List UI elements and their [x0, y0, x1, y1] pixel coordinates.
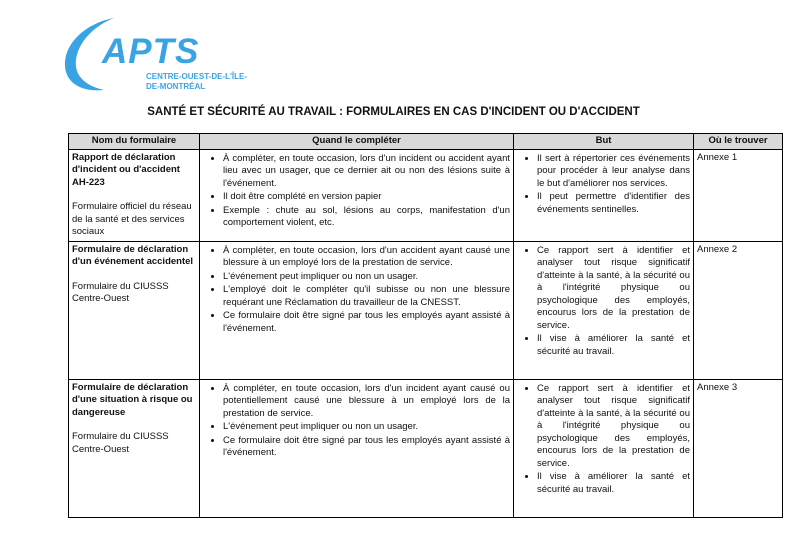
goal-cell [514, 149, 694, 241]
list-item: • L'employé doit le compléter qu'il subisse ou non une blessure requérant une Réclamation du travailleur de la CNESST. [223, 283, 510, 309]
logo-subtitle-line2: DE-MONTRÉAL [146, 82, 206, 91]
header-when: Quand le compléter [200, 134, 514, 150]
list-item: • Ce formulaire doit être signé par tous les employés ayant assisté à l'événement. [223, 309, 510, 335]
list-item: • Ce rapport sert à identifier et analyser tout risque significatif d'atteinte à la santé, à la sécurité ou à l'intégrité physique ou psychologique des employés, encourus lors de la prestation de service. [537, 382, 690, 471]
form-source: Formulaire du CIUSSS Centre-Ouest [72, 280, 169, 304]
list-item: • À compléter, en toute occasion, lors d'un incident ou accident ayant lieu avec un usager, que ce dernier ait ou non des lésions suite à l'événement. [223, 152, 510, 191]
list-item: • À compléter, en toute occasion, lors d'un incident ayant causé ou potentiellement causé une blessure à un employé lors de la prestation de service. [223, 382, 510, 421]
logo-subtitle-line1: CENTRE-OUEST-DE-L'ÎLE- [146, 72, 248, 81]
header-goal: But [514, 134, 694, 150]
when-cell [200, 379, 514, 517]
form-name: Formulaire de déclaration d'un événement accidentel [72, 243, 194, 267]
logo-subtitle [146, 72, 247, 92]
list-item: • Il vise à améliorer la santé et sécurité au travail. [537, 470, 690, 496]
form-name-cell [69, 379, 200, 517]
header-form-name: Nom du formulaire [69, 134, 200, 150]
list-item: • L'événement peut impliquer ou non un usager. [223, 420, 510, 434]
list-item: • Ce formulaire doit être signé par tous les employés ayant assisté à l'événement. [223, 434, 510, 460]
form-source: Formulaire officiel du réseau de la santé et des services sociaux [72, 201, 192, 237]
list-item: • L'événement peut impliquer ou non un usager. [223, 270, 510, 284]
forms-table [68, 133, 783, 518]
form-name: Rapport de déclaration d'incident ou d'accident AH-223 [72, 151, 180, 188]
list-item: • Il vise à améliorer la santé et sécurité au travail. [537, 332, 690, 358]
list-item: • Exemple : chute au sol, lésions au corps, manifestation d'un comportement violent, etc. [223, 204, 510, 230]
logo-name: APTS [102, 32, 200, 71]
when-cell [200, 241, 514, 379]
where-cell: Annexe 3 [694, 379, 783, 517]
form-name-cell [69, 149, 200, 241]
list-item: • Il peut permettre d'identifier des événements sentinelles. [537, 190, 690, 216]
when-cell [200, 149, 514, 241]
goal-cell [514, 379, 694, 517]
table-row [69, 241, 783, 379]
list-item: • Il doit être complété en version papier [223, 190, 510, 204]
header-where: Où le trouver [694, 134, 783, 150]
goal-cell [514, 241, 694, 379]
form-name-cell [69, 241, 200, 379]
apts-logo [52, 6, 252, 96]
table-header-row [69, 134, 783, 150]
list-item: • Il sert à répertorier ces événements pour procéder à leur analyse dans le but d'améliorer nos services. [537, 152, 690, 191]
where-cell: Annexe 2 [694, 241, 783, 379]
table-row [69, 149, 783, 241]
table-row [69, 379, 783, 517]
document-title: SANTÉ ET SÉCURITÉ AU TRAVAIL : FORMULAIRES EN CAS D'INCIDENT OU D'ACCIDENT [147, 106, 640, 118]
list-item: • À compléter, en toute occasion, lors d'un accident ayant causé une blessure à un employé lors de la prestation de service. [223, 244, 510, 270]
form-name: Formulaire de déclaration d'une situation à risque ou dangereuse [72, 381, 193, 418]
list-item: • Ce rapport sert à identifier et analyser tout risque significatif d'atteinte à la santé, à la sécurité ou à l'intégrité physique ou psychologique des employés, encourus lors de la prestation de service. [537, 244, 690, 333]
where-cell: Annexe 1 [694, 149, 783, 241]
form-source: Formulaire du CIUSSS Centre-Ouest [72, 431, 169, 455]
